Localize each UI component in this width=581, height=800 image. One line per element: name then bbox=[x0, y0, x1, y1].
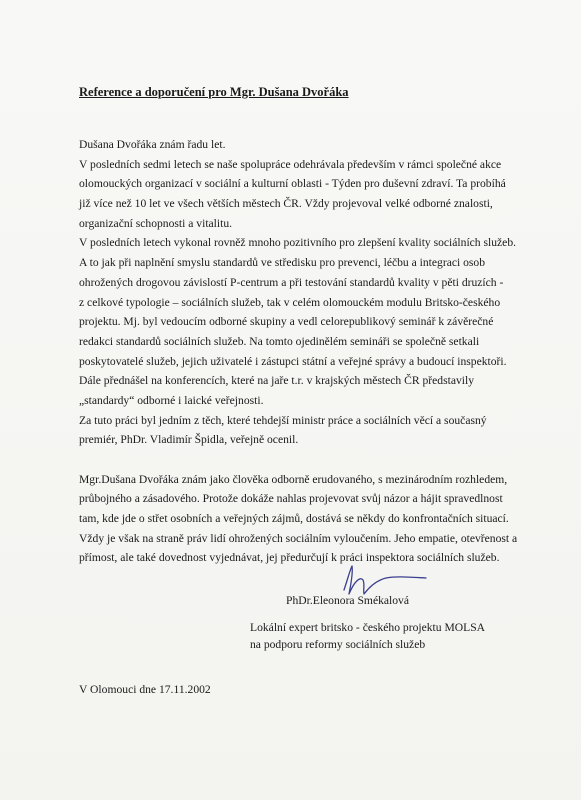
text-line: redakci standardů sociálních služeb. Na tomto ojedinělém semináři se společně setkali bbox=[79, 334, 480, 348]
text-line: Za tuto práci byl jedním z těch, které tehdejší ministr práce a sociálních věcí a současný bbox=[79, 413, 487, 427]
text-line: již více než 10 let ve všech větších městech ČR. Vždy projevoval velké odborné znalosti, bbox=[79, 197, 493, 211]
text-line: organizační schopnosti a vitalitu. bbox=[79, 216, 233, 230]
signatory-name: PhDr.Eleonora Smékalová bbox=[286, 594, 409, 607]
text-line: V posledních letech vykonal rovněž mnoho pozitivního pro zlepšení kvality sociálních služeb. bbox=[79, 236, 517, 250]
paragraph-2 bbox=[79, 470, 529, 568]
signatory-role bbox=[250, 619, 485, 653]
text-line: přímost, ale také dovednost vyjednávat, jej předurčují k práci inspektora sociálních služeb. bbox=[79, 551, 500, 565]
text-line: z celkové typologie – sociálních služeb, tak v celém olomouckém modulu Britsko-českého bbox=[79, 295, 501, 309]
text-line: průbojného a zásadového. Protože dokáže nahlas projevovat svůj názor a hájit spravedlnost bbox=[79, 492, 503, 506]
place-and-date: V Olomouci dne 17.11.2002 bbox=[79, 683, 211, 696]
role-line: na podporu reformy sociálních služeb bbox=[250, 638, 426, 651]
text-line: premiér, PhDr. Vladimír Špidla, veřejně ocenil. bbox=[79, 433, 299, 447]
document-title: Reference a doporučení pro Mgr. Dušana Dvořáka bbox=[79, 85, 349, 99]
text-line: ohrožených drogovou závislostí P-centrum a při testování standardů kvality v pěti druzích - bbox=[79, 275, 504, 289]
text-line: A to jak při naplnění smyslu standardů ve středisku pro prevenci, léčbu a integraci osob bbox=[79, 256, 486, 270]
text-line: Dušana Dvořáka znám řadu let. bbox=[79, 138, 226, 151]
paragraph-1 bbox=[79, 135, 529, 450]
text-line: olomouckých organizací v sociální a kulturní oblasti - Týden pro duševní zdraví. Ta probíhá bbox=[79, 177, 506, 191]
text-line: projektu. Mj. byl vedoucím odborné skupiny a vedl celorepublikový seminář k závěrečné bbox=[79, 315, 494, 329]
role-line: Lokální expert britsko - českého projektu MOLSA bbox=[250, 621, 486, 634]
document-body bbox=[79, 135, 529, 568]
text-line: tam, kde jde o střet osobních a veřejných zájmů, dostává se někdy do konfrontačních situací. bbox=[79, 512, 509, 526]
text-line: poskytovatelé služeb, jejich uživatelé i zástupci státní a veřejné správy a budoucí inspektoři. bbox=[79, 354, 507, 368]
text-line: Mgr.Dušana Dvořáka znám jako člověka odborně erudovaného, s mezinárodním rozhledem, bbox=[79, 472, 508, 486]
text-line: V posledních sedmi letech se naše spolupráce odehrávala především v rámci společné akce bbox=[79, 157, 502, 171]
text-line: „standardy“ odborné i laické veřejnosti. bbox=[79, 393, 264, 407]
text-line: Dále přednášel na konferencích, které na jaře t.r. v krajských městech ČR představily bbox=[79, 374, 475, 388]
paragraph-gap bbox=[79, 450, 529, 470]
text-line: Vždy je však na straně práv lidí ohrožených sociálním vyloučením. Jeho empatie, otevřenost a bbox=[79, 531, 518, 545]
